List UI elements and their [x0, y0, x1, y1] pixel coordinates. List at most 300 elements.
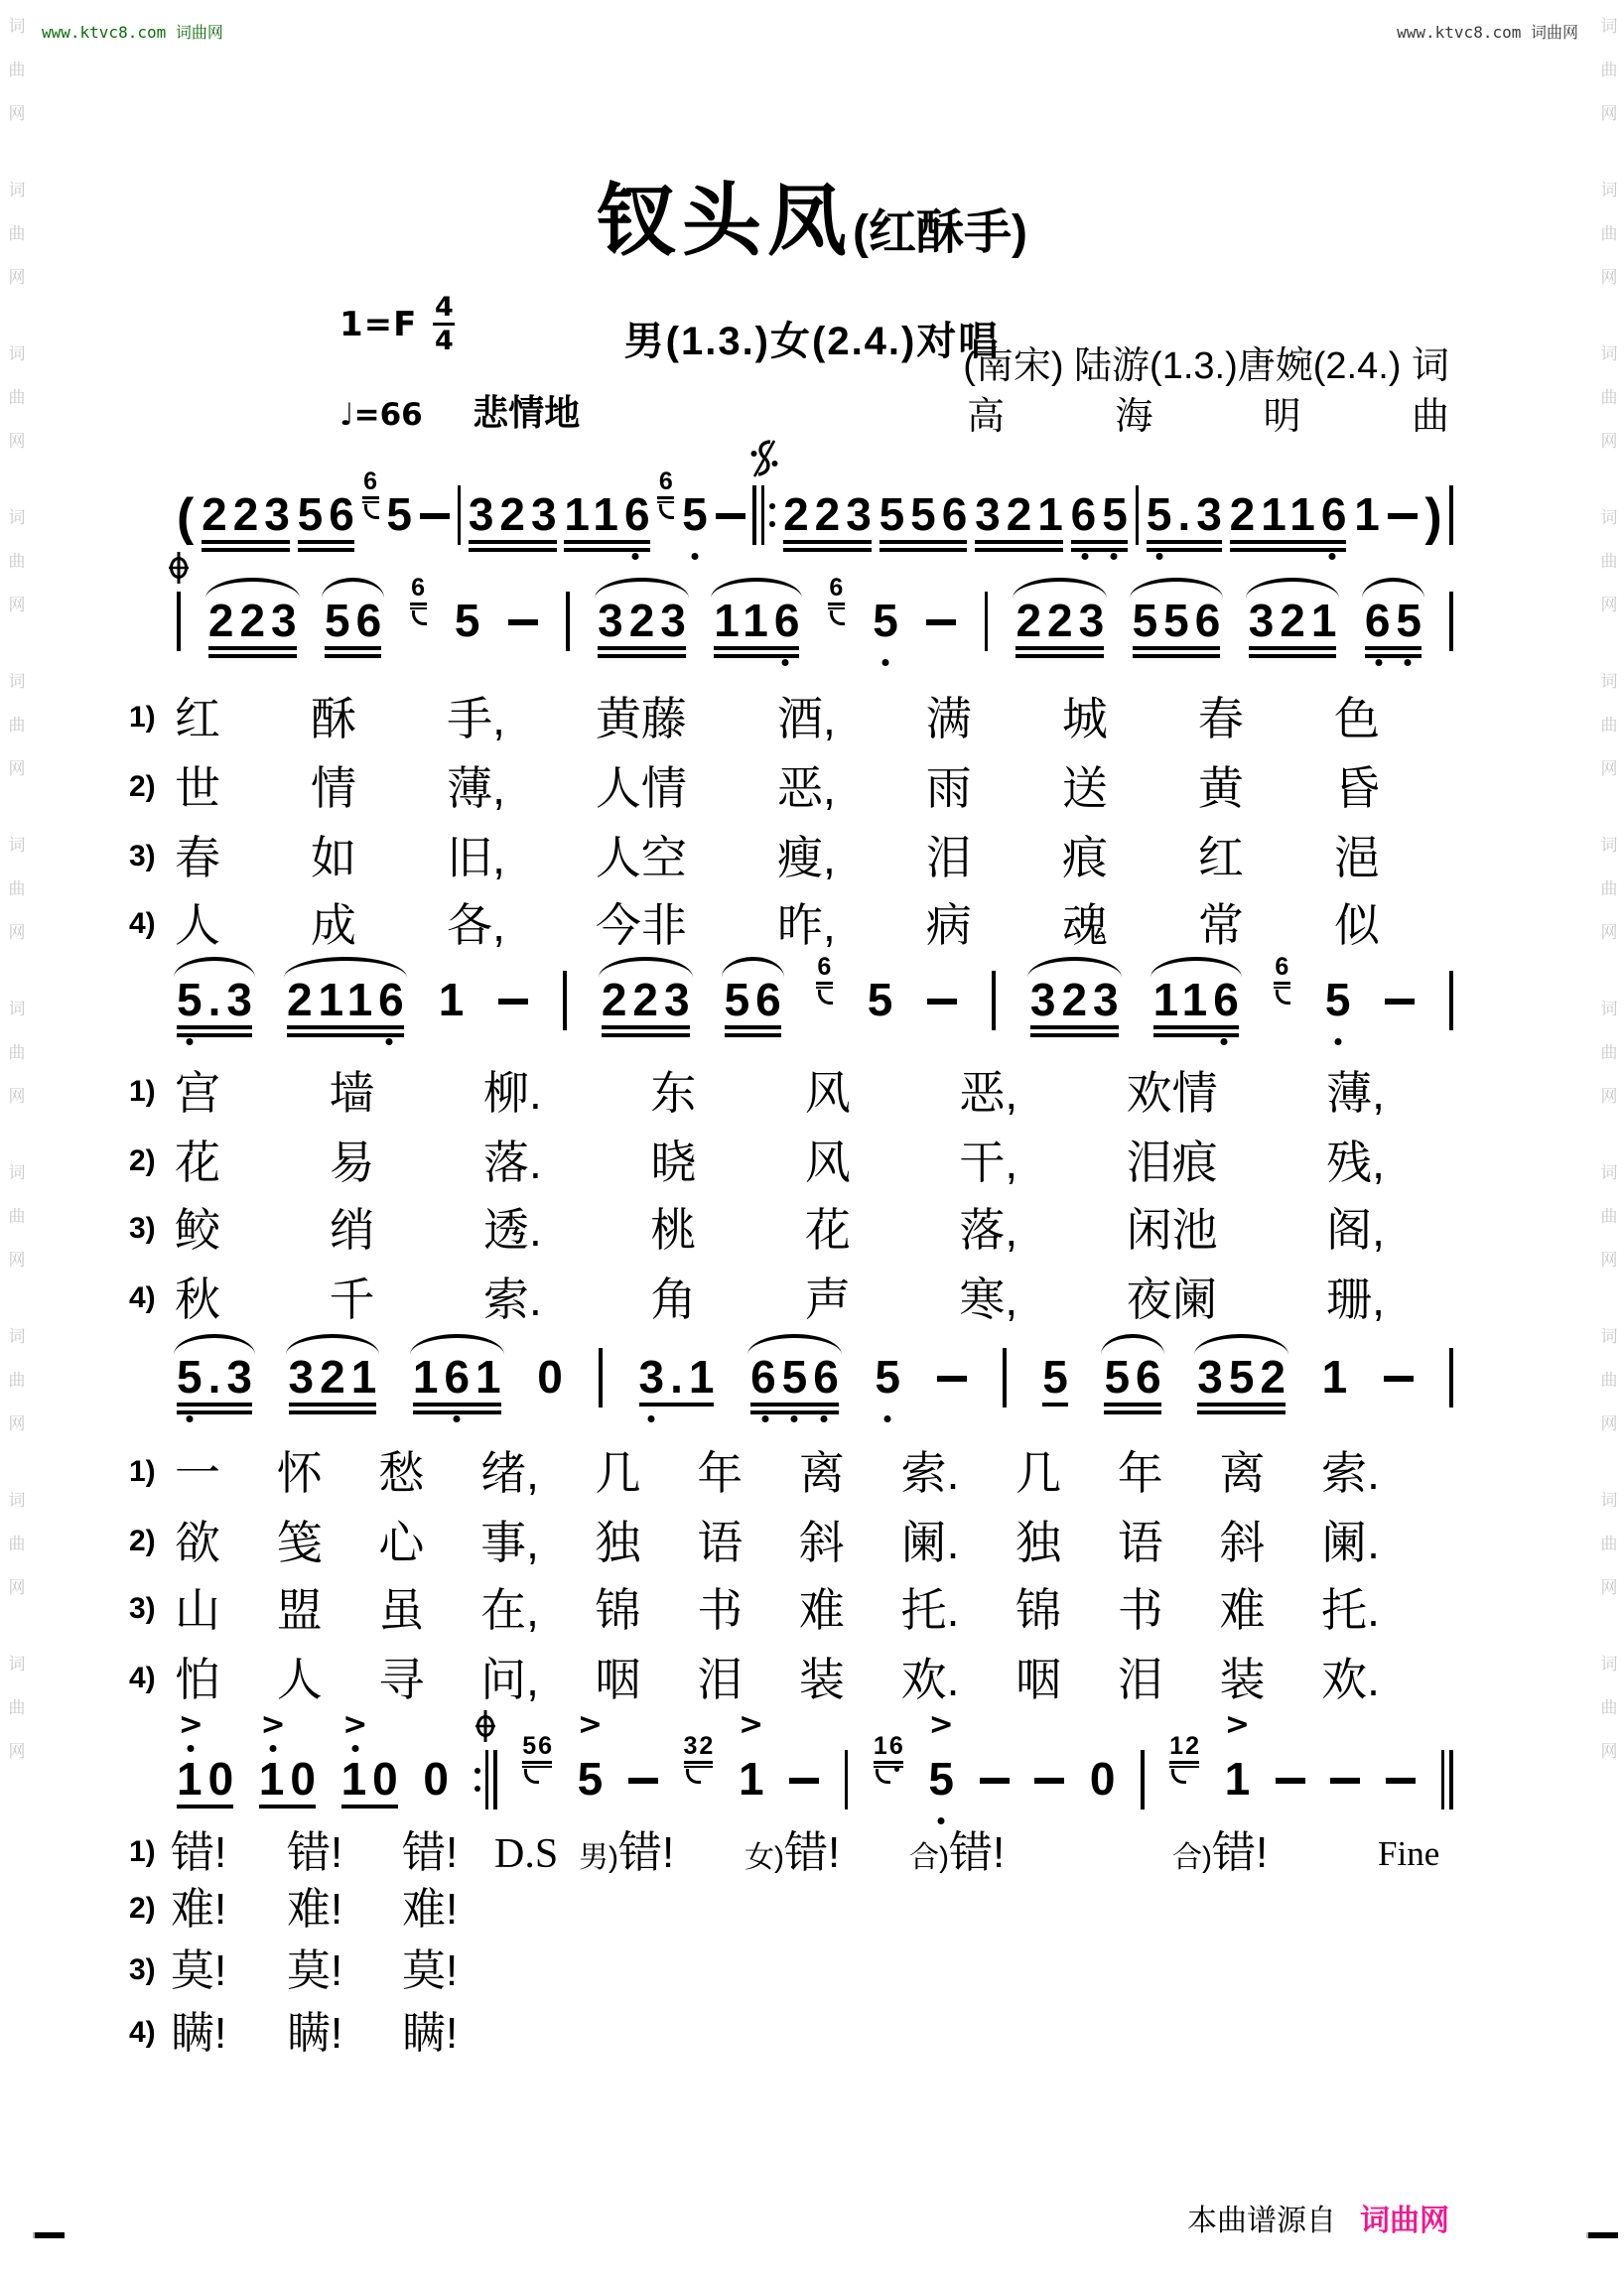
footer-prefix: 本曲谱源自 [1187, 2205, 1336, 2237]
side-watermark-char: 词 [1600, 1000, 1618, 1018]
note-stack [177, 1707, 240, 1823]
side-watermark-char: 网 [8, 759, 26, 778]
lyric-syllable: 花 [804, 1204, 851, 1256]
lyric-syllable: 索. [483, 1273, 542, 1325]
side-watermark-char: 曲 [8, 1371, 26, 1390]
lyric-syllable: 瞒! [287, 2009, 343, 2058]
lyric-syllable: 夜阑 [1126, 1273, 1218, 1325]
note-token [783, 452, 878, 559]
dash-token [980, 1716, 1010, 1823]
side-watermark-char: 曲 [8, 1207, 26, 1226]
note-numbers: 5 [1324, 974, 1357, 1025]
side-watermark-char: 网 [1600, 923, 1618, 942]
high-octave-dot [351, 1745, 358, 1752]
accent-mark: > [342, 1707, 368, 1742]
note-token [1354, 452, 1386, 559]
grace-note [874, 1734, 903, 1784]
beam-line [639, 1403, 715, 1407]
note-stack [1224, 1707, 1257, 1823]
lyric-syllable: 装 [1219, 1654, 1266, 1705]
beam-line [289, 1410, 377, 1414]
note-numbers: 1 [1224, 1753, 1257, 1805]
music-paren: ) [1424, 488, 1442, 546]
grace-token [657, 452, 674, 559]
note-token [875, 1314, 906, 1421]
lyric-syllable: 斜 [798, 1517, 845, 1568]
lyric-syllable: 锦 [595, 1584, 641, 1636]
note-numbers: 323 [1029, 974, 1125, 1025]
accent-mark: > [577, 1707, 604, 1742]
grace-beam [1169, 1766, 1199, 1769]
voice-label: 女) [744, 1841, 784, 1874]
verse-number-label: 2) [129, 1892, 156, 1925]
note-stack [738, 1707, 770, 1823]
lyric-row [129, 899, 1380, 952]
note-token [454, 558, 486, 665]
beam-line [598, 646, 686, 650]
lyric-syllable: 欢. [900, 1654, 960, 1705]
note-stack [1015, 595, 1111, 665]
key-signature: 1=F [339, 304, 418, 344]
lyric-syllable: 风 [804, 1067, 851, 1119]
lyric-syllable: 人空 [595, 832, 687, 883]
side-watermark-char: 词 [8, 1491, 26, 1510]
note-numbers: 10 [177, 1753, 240, 1805]
side-watermark-char: 网 [8, 432, 26, 451]
lyric-row [129, 832, 1380, 884]
barline [1136, 485, 1140, 545]
side-watermark-char: 词 [1600, 508, 1618, 527]
lyric-syllable: 欢. [1321, 1654, 1380, 1705]
duet-line: 男(1.3.)女(2.4.)对唱 [623, 320, 1001, 363]
lyric-syllable: 绡 [329, 1204, 375, 1256]
note-stack [438, 974, 471, 1044]
note-stack [325, 595, 388, 665]
note-stack [1364, 595, 1427, 665]
note-numbers: 56 [1104, 1351, 1167, 1403]
lyric-syllable: 独 [595, 1517, 641, 1568]
note-numbers: 321 [288, 1351, 383, 1403]
note-numbers: 5 [867, 974, 899, 1025]
voice-label: 合) [1172, 1841, 1212, 1874]
note-stack [714, 595, 806, 665]
lyric-syllable: 魂 [1061, 899, 1108, 951]
lyric-syllable: 阁, [1326, 1204, 1385, 1256]
grace-hook [659, 504, 674, 519]
note-stack [598, 595, 692, 665]
barline [992, 971, 996, 1030]
site-link-top-left[interactable]: www.ktvc8.com 词曲网 [42, 23, 223, 42]
note-stack [1104, 1351, 1167, 1421]
beam-line [1147, 548, 1222, 552]
side-watermark-char: 网 [1600, 1578, 1618, 1597]
beam-line [564, 540, 649, 544]
lyric-syllable: 干, [959, 1137, 1018, 1188]
note-numbers: 5.3 [177, 1351, 258, 1403]
dash-token [1386, 1716, 1416, 1823]
lyric-syllable: 昨, [776, 899, 836, 951]
site-link-top-right[interactable]: www.ktvc8.com 词曲网 [1397, 23, 1578, 42]
note-stack [1321, 1351, 1354, 1421]
grace-note [1274, 955, 1290, 1005]
time-denominator: 4 [434, 326, 454, 356]
beam-line [287, 1025, 404, 1029]
lyric-cells [175, 1273, 1385, 1326]
note-numbers: 352 [1197, 1351, 1291, 1403]
lyric-cells [175, 1137, 1385, 1189]
side-watermark-char: 词 [8, 836, 26, 855]
lyric-syllable: 虽 [378, 1584, 425, 1636]
note-token [258, 1707, 322, 1823]
repeat-dots [474, 1768, 480, 1792]
dash-token [1330, 1716, 1360, 1823]
note-numbers: 0 [423, 1753, 455, 1805]
barline [177, 592, 181, 651]
note-numbers: 65 [1070, 488, 1134, 540]
lyric-syllable: 声 [804, 1273, 851, 1325]
lyric-syllable: 人情 [595, 762, 687, 814]
barline-stroke [1449, 1348, 1453, 1407]
beam-line [1147, 540, 1222, 544]
grace-beam [816, 987, 833, 990]
lyric-cells [175, 1447, 1380, 1500]
side-watermark-char: 词 [1600, 181, 1618, 200]
lyric-syllable: 秋 [175, 1273, 220, 1325]
grace-number: 6 [829, 574, 846, 602]
side-watermark-char: 网 [1600, 1251, 1618, 1270]
note-stack [975, 488, 1069, 559]
lyric-syllable: 红 [175, 693, 220, 744]
time-numerator: 4 [434, 292, 454, 323]
side-watermark-char: 网 [1600, 596, 1618, 614]
lyric-syllable: 春 [1197, 693, 1244, 744]
note-numbers: 5 [1042, 1351, 1074, 1403]
note-numbers: 556 [879, 488, 974, 540]
side-watermark-char: 词 [8, 672, 26, 691]
barline-stroke [1449, 1750, 1453, 1809]
note-token [879, 452, 974, 559]
note-numbers: 116 [1152, 974, 1245, 1025]
voice-lyric: 女)错! [744, 1828, 841, 1877]
grace-number: 56 [522, 1732, 555, 1760]
lyric-syllable: 花 [175, 1137, 220, 1188]
high-octave-dot [188, 1745, 195, 1752]
note-token [468, 452, 563, 559]
beam-line [1104, 1403, 1160, 1407]
lyric-syllable: 酒, [776, 693, 836, 744]
grace-token [522, 1716, 555, 1823]
lyric-cells [175, 1204, 1385, 1257]
lyric-syllable: 托. [900, 1584, 960, 1636]
lyric-syllable: 难! [287, 1885, 343, 1934]
barline-stroke [845, 1750, 849, 1809]
lyric-syllable: 情 [311, 762, 357, 814]
lyric-syllable: 风 [804, 1137, 851, 1188]
lyric-syllable: 难! [171, 1885, 227, 1934]
lyric-syllable: 一 [175, 1447, 220, 1499]
note-numbers: 56 [297, 488, 360, 540]
beam-line [598, 654, 686, 658]
side-watermark-char: 曲 [1600, 1043, 1618, 1062]
note-stack [1248, 595, 1343, 665]
note-token [714, 558, 806, 665]
beam-line [725, 1025, 781, 1029]
note-stack [258, 1707, 322, 1823]
note-token [577, 1707, 609, 1823]
barline [458, 485, 462, 545]
lyric-syllable: 语 [1117, 1517, 1163, 1568]
beam-line [880, 540, 968, 544]
coda-icon [166, 551, 192, 590]
note-numbers: 1 [1321, 1351, 1354, 1403]
footer-brand-link[interactable]: 词曲网 [1360, 2205, 1449, 2237]
note-numbers: 2116 [1229, 488, 1353, 540]
note-stack [783, 488, 878, 559]
grace-number: 12 [1169, 1732, 1201, 1760]
lyric-syllable: 离 [798, 1447, 845, 1499]
lyric-syllable: 落. [483, 1137, 542, 1188]
note-numbers: 161 [412, 1351, 507, 1403]
beam-line [202, 548, 290, 552]
barline-stroke [985, 592, 989, 651]
lyric-syllable: 城 [1061, 693, 1108, 744]
note-token [177, 937, 258, 1044]
lyric-syllable: 薄, [447, 762, 505, 814]
lyric-syllable: 书 [1117, 1584, 1163, 1636]
side-watermark-char: 曲 [1600, 1535, 1618, 1553]
lyric-syllable: 瞒! [171, 2009, 227, 2058]
lyric-row [129, 1654, 1380, 1706]
grace-note [657, 469, 674, 519]
lyric-syllable: 如 [311, 832, 357, 883]
barline-stroke [1449, 485, 1453, 545]
lyric-syllable: 年 [697, 1447, 744, 1499]
duration-dash [927, 999, 957, 1005]
note-token [297, 452, 360, 559]
note-token [1197, 1314, 1291, 1421]
accent-mark: > [178, 1707, 203, 1742]
grace-number: 6 [411, 574, 427, 602]
beam-line [1030, 1025, 1119, 1029]
note-token [724, 937, 787, 1044]
note-numbers: 2116 [286, 974, 410, 1025]
footer-source [1187, 2196, 1449, 2239]
note-stack [468, 488, 563, 559]
dash-token [628, 1716, 658, 1823]
beam-line [177, 1403, 252, 1407]
paren-token [177, 452, 194, 559]
grace-beam [1169, 1761, 1199, 1764]
lyric-syllable: 泪 [925, 832, 972, 883]
beam-line [177, 1410, 252, 1414]
barline [752, 485, 775, 545]
lyric-syllable: 愁 [378, 1447, 425, 1499]
lyric-syllable: 山 [175, 1584, 220, 1636]
note-numbers: 1 [1354, 488, 1386, 540]
beam-line [975, 548, 1063, 552]
dash-token [498, 937, 528, 1044]
lyric-row [129, 1447, 1380, 1500]
note-numbers: 223 [207, 595, 303, 646]
dash-token [937, 1314, 967, 1421]
verse-number-label: 2) [129, 1525, 156, 1557]
beam-line [325, 646, 381, 650]
repeat-dots [769, 503, 775, 527]
slur-arc [205, 578, 300, 599]
note-numbers: 116 [714, 595, 806, 646]
side-watermark-char: 曲 [1600, 1698, 1618, 1717]
bar-token [177, 558, 181, 665]
verse-number-label: 2) [129, 1144, 156, 1177]
lyric-syllable: 今非 [595, 899, 687, 951]
lyric-syllable: 色 [1333, 693, 1380, 744]
side-watermark-char: 曲 [1600, 1207, 1618, 1226]
lyric-row [129, 1273, 1385, 1326]
beam-line [208, 646, 297, 650]
paren-token [1424, 452, 1441, 559]
grace-hook [524, 1769, 539, 1784]
lyric-syllable: 成 [311, 899, 357, 951]
beam-line [1015, 654, 1104, 658]
lyric-syllable: 雨 [925, 762, 972, 814]
slur-arc [1246, 578, 1340, 599]
side-watermark-char: 曲 [8, 1043, 26, 1062]
lyric-syllable: 浥 [1333, 832, 1380, 883]
side-watermark-char: 曲 [8, 1698, 26, 1717]
note-stack [537, 1351, 569, 1421]
beam-line [1071, 540, 1128, 544]
slur-arc [1194, 1334, 1288, 1355]
note-numbers: 223 [783, 488, 878, 540]
note-stack [928, 1707, 960, 1823]
side-watermark-char: 曲 [8, 224, 26, 243]
low-octave-dot [791, 1415, 798, 1422]
bar-token [458, 452, 462, 559]
duration-dash [926, 619, 956, 625]
barline-stroke [599, 1348, 603, 1407]
beam-line [783, 540, 872, 544]
tempo-bpm: ♩=66 [339, 397, 423, 433]
lyric-row [129, 1204, 1385, 1257]
verse-number-label: 1) [129, 1075, 156, 1108]
lyric-syllable: 手, [447, 693, 505, 744]
slur-arc [174, 957, 255, 978]
lyric-cells [175, 832, 1380, 884]
note-token [928, 1707, 960, 1823]
verse-number-label: 4) [129, 907, 156, 940]
lyric-syllable: 莫! [171, 1946, 227, 1995]
dash-token [926, 558, 956, 665]
slur-arc [722, 957, 784, 978]
verse-number-label: 4) [129, 1662, 156, 1694]
note-stack [1042, 1351, 1074, 1421]
grace-beam [362, 501, 379, 504]
side-watermark-char: 网 [1600, 759, 1618, 778]
barline-stroke [1003, 1348, 1007, 1407]
side-watermark-char: 曲 [8, 388, 26, 407]
side-watermark-char: 网 [1600, 1742, 1618, 1761]
side-watermark-char: 词 [1600, 1163, 1618, 1182]
lyric-syllable: 墙 [329, 1067, 375, 1119]
lyric-syllable: 送 [1061, 762, 1108, 814]
note-numbers: 321 [975, 488, 1069, 540]
grace-number: 6 [658, 468, 675, 495]
lyric-syllable: 酥 [311, 693, 357, 744]
side-watermark-char: 词 [1600, 17, 1618, 36]
lyric-syllable: 各, [447, 899, 505, 951]
voice-label: 合) [909, 1841, 949, 1874]
low-octave-dot [1221, 1038, 1228, 1045]
barline-stroke [992, 971, 996, 1030]
barline [845, 1750, 849, 1809]
barline [1449, 485, 1453, 545]
lyric-syllable: 黄 [1197, 762, 1244, 814]
barline [474, 1750, 497, 1809]
lyric-syllable: 恶, [959, 1067, 1018, 1119]
note-stack [1089, 1753, 1122, 1823]
beam-line [177, 1033, 252, 1037]
lyric-syllable: 阑. [900, 1517, 960, 1568]
barline [563, 971, 567, 1030]
note-numbers: 323 [468, 488, 563, 540]
lyric-row [129, 693, 1380, 745]
grace-beam [828, 607, 845, 610]
lyricist-line: (南宋) 陆游(1.3.)唐婉(2.4.) 词 [963, 345, 1449, 387]
music-system-4 [177, 1314, 1453, 1421]
bar-token [985, 558, 989, 665]
low-octave-dot [761, 1415, 768, 1422]
side-watermark-char: 词 [1600, 1491, 1618, 1510]
barline-stroke [177, 592, 181, 651]
duration-dash [420, 513, 450, 519]
side-watermark-char: 网 [8, 1578, 26, 1597]
accent-mark: > [928, 1707, 954, 1742]
grace-beam [522, 1766, 552, 1769]
note-numbers: 656 [750, 1351, 845, 1403]
note-numbers: 5 [873, 595, 904, 646]
side-watermark-char: 词 [8, 181, 26, 200]
slur-arc [1027, 957, 1122, 978]
note-numbers: 10 [340, 1753, 404, 1805]
note-numbers: 65 [1364, 595, 1427, 646]
note-numbers: 56 [724, 974, 787, 1025]
lyric-syllable: 咽 [1015, 1654, 1062, 1705]
note-stack [638, 1351, 721, 1421]
lyric-syllable: 寒, [959, 1273, 1018, 1325]
beam-line [208, 654, 297, 658]
barline [1449, 1348, 1453, 1407]
side-watermark-char: 词 [1600, 836, 1618, 855]
note-token [423, 1716, 455, 1823]
side-watermark-char: 网 [8, 1414, 26, 1433]
note-numbers: 116 [564, 488, 656, 540]
composer-char: 海 [1115, 396, 1153, 439]
high-octave-dot [270, 1745, 277, 1752]
side-watermark-char: 曲 [8, 879, 26, 898]
grace-number: 32 [683, 1732, 716, 1760]
music-system-5 [177, 1707, 1453, 1823]
note-token [975, 452, 1069, 559]
bar-token [563, 937, 567, 1044]
lyric-syllable: 咽 [595, 1654, 641, 1705]
lyric-syllable: 常 [1197, 899, 1244, 951]
side-watermark-char: 词 [1600, 672, 1618, 691]
note-stack [564, 488, 656, 559]
lyric-syllable: 盟 [276, 1584, 323, 1636]
duration-dash [628, 1778, 658, 1784]
side-watermark-char: 网 [8, 596, 26, 614]
lyric-cells [175, 1517, 1380, 1569]
